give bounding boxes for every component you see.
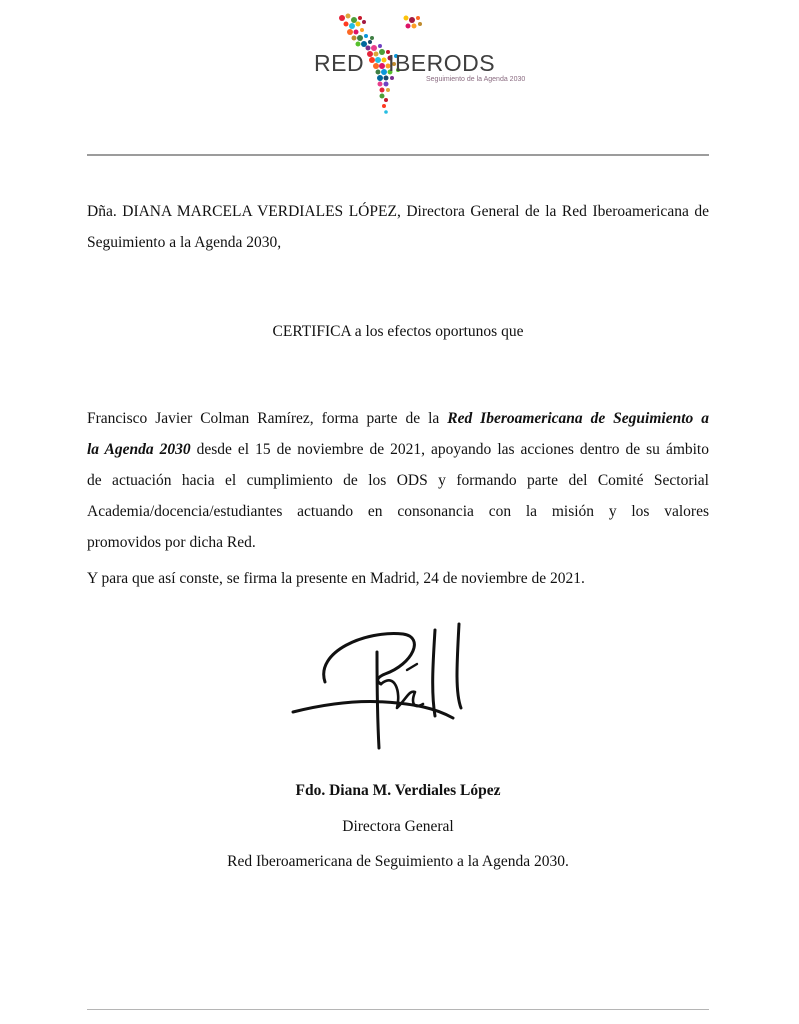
body-line-3: de actuación hacia el cumplimiento de los ODS y formando parte del Comité Sectorial (87, 472, 709, 489)
logo-dot (351, 17, 357, 23)
intro-paragraph (87, 196, 709, 258)
logo-dot (347, 29, 353, 35)
logo-dot (384, 98, 388, 102)
logo-dot (344, 22, 349, 27)
closing-statement: Y para que así conste, se firma la presente en Madrid, 24 de noviembre de 2021. (87, 570, 585, 587)
footer-divider (87, 1009, 709, 1010)
logo-dot (406, 24, 411, 29)
logo-dot (378, 82, 383, 87)
issuer-name: Dña. DIANA MARCELA VERDIALES LÓPEZ (87, 203, 397, 220)
logo-dot (362, 20, 366, 24)
logo-dot (386, 88, 390, 92)
logo-dot (346, 14, 351, 19)
logo-dot (412, 24, 417, 29)
body-line-2: la Agenda 2030 desde el 15 de noviembre de 2021, apoyando las acciones dentro de su ámbito (87, 441, 709, 458)
network-name-part1: Red Iberoamericana de Seguimiento a (447, 410, 709, 427)
logo-dot (368, 40, 372, 44)
logo-dot (349, 23, 355, 29)
logo-dot (380, 88, 385, 93)
logo-dot (354, 30, 359, 35)
logo-dot (409, 17, 415, 23)
body-line-4: Academia/docencia/estudiantes actuando en consonancia con la misión y los valores (87, 503, 709, 520)
logo-dot (380, 94, 385, 99)
logo-dot (364, 34, 368, 38)
logo-dot (356, 42, 361, 47)
handwritten-signature (285, 612, 485, 752)
signer-name: Fdo. Diana M. Verdiales López (295, 782, 501, 799)
logo-dot (360, 28, 364, 32)
logo-dot (384, 110, 388, 114)
logo-dot (418, 22, 422, 26)
logo-dot (339, 15, 345, 21)
logo-dot (384, 82, 389, 87)
signer-organization: Red Iberoamericana de Seguimiento a la Agenda 2030. (227, 853, 569, 870)
header-divider (87, 154, 709, 156)
logo-dot (370, 36, 374, 40)
logo-dot (361, 41, 367, 47)
organization-logo (310, 8, 540, 118)
logo-dot (358, 16, 362, 20)
logo-dot (356, 22, 361, 27)
certificate-body (87, 403, 709, 558)
body-line-1: Francisco Javier Colman Ramírez, forma parte de la Red Iberoamericana de Seguimiento a (87, 410, 709, 427)
logo-text-red: RED (314, 50, 365, 76)
body-line-5: promovidos por dicha Red. (87, 534, 256, 551)
logo-text-iberods: IBERODS (388, 50, 496, 76)
logo-dot (378, 44, 382, 48)
logo-dot (416, 16, 420, 20)
certifica-statement: CERTIFICA a los efectos oportunos que (272, 323, 524, 340)
logo-dot (382, 104, 386, 108)
network-name-part2: la Agenda 2030 (87, 441, 191, 458)
logo-dot (357, 35, 363, 41)
logo-dot (352, 36, 357, 41)
issuer-role: , Directora General de la Red Iberoamericana de Seguimiento a la Agenda 2030, (87, 203, 709, 251)
logo-dot (404, 16, 409, 21)
signer-title: Directora General (342, 818, 454, 835)
logo-tagline: Seguimiento de la Agenda 2030 (426, 76, 526, 83)
